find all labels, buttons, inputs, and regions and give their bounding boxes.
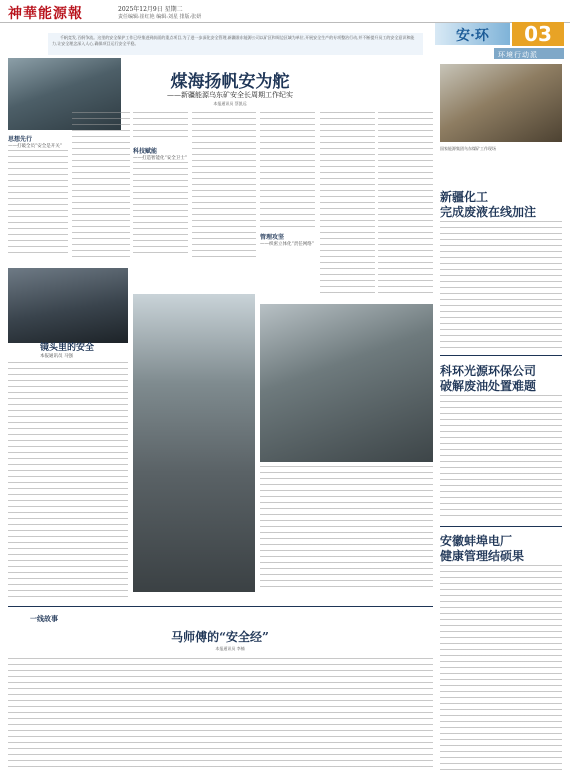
article-column-4 (192, 112, 256, 257)
middle-article-body (260, 466, 433, 592)
left-feature-header (40, 340, 130, 359)
photo-coal-site (440, 64, 562, 142)
article-column-3 (133, 162, 188, 257)
section-2-header (133, 146, 193, 161)
article-right-3-body (440, 565, 562, 770)
article-column-6 (320, 112, 375, 297)
section-1-header (8, 134, 68, 149)
main-byline: 本报通讯员 蔡凯远 (213, 101, 247, 106)
article-right-1-title: 新疆化工 (440, 190, 489, 204)
section-2-subtitle: ——打造智能化“安全卫士” (133, 156, 188, 161)
divider (440, 355, 562, 356)
left-feature-body (8, 362, 128, 602)
photo-safety-lens (8, 268, 128, 343)
main-headline: 煤海扬帆安为舵 (170, 72, 290, 92)
article-right-2-title: 科环光源环保公司 (440, 364, 537, 378)
page-number: 03 (512, 22, 564, 46)
article-column-1 (8, 150, 68, 255)
bottom-banner: 一线故事 (30, 614, 58, 623)
bottom-article-byline: 本报通讯员 李楠 (215, 646, 245, 651)
article-right-1-title2: 完成废液在线加注 (440, 205, 537, 219)
left-feature-title: 镜头里的安全 (40, 343, 95, 353)
section-3-header (260, 232, 320, 247)
article-right-2-title2: 破解废油处置难题 (440, 379, 537, 393)
issue-date: 2025年12月9日 星期二 (118, 6, 183, 13)
article-right-3-title: 安徽蚌埠电厂 (440, 534, 513, 548)
article-right-1-body (440, 221, 562, 351)
bottom-article-title: 马师傅的“安全经” (171, 630, 269, 644)
section-1-subtitle: ——打破全员“安全是开关” (8, 144, 63, 149)
section-2-title: 科技赋能 (133, 148, 158, 155)
intro-paragraph: 千帆竞发,百舸争流。这里的安全保护工作已经推进到前面的重点项目,为了进一步深化安全管理,新疆准东能源公司以矿区和周边区域为单位,开展安全生产的专项整治行动,并不断提升员工的安全意识和能力,让安全理念深入人心,确保项目运行安全平稳。 (48, 33, 423, 55)
article-right-2-body (440, 395, 562, 520)
photo-worker-inspection (133, 294, 255, 592)
newspaper-logo: 神華能源報 (8, 6, 83, 22)
article-column-2 (72, 112, 130, 257)
section-3-subtitle: ——织密立体化“责任网络” (260, 242, 315, 247)
main-subheadline: ——新疆能源乌东矿安全长周期工作纪实 (167, 91, 293, 99)
bottom-article-body (8, 658, 433, 770)
article-right-3-title2: 健康管理结硕果 (440, 549, 525, 563)
photo-caption: 国家能源集团乌东煤矿工作现场 (440, 146, 496, 151)
editor-meta: 责任编辑:崔红艳 编辑:刘星 排版:张妍 (118, 14, 202, 20)
bottom-rule (8, 606, 433, 607)
article-column-3-top (133, 112, 188, 142)
photo-equipment (260, 304, 433, 462)
left-feature-subtitle: 本报通讯员 马强 (40, 354, 73, 359)
divider (440, 526, 562, 527)
section-name: 安·环 (456, 28, 489, 44)
article-column-5-top (260, 112, 315, 227)
section-1-title: 思想先行 (8, 136, 33, 143)
article-column-7 (378, 112, 433, 297)
section-3-title: 管理攻坚 (260, 234, 285, 241)
section-tag: 环境行动派 (498, 51, 538, 59)
